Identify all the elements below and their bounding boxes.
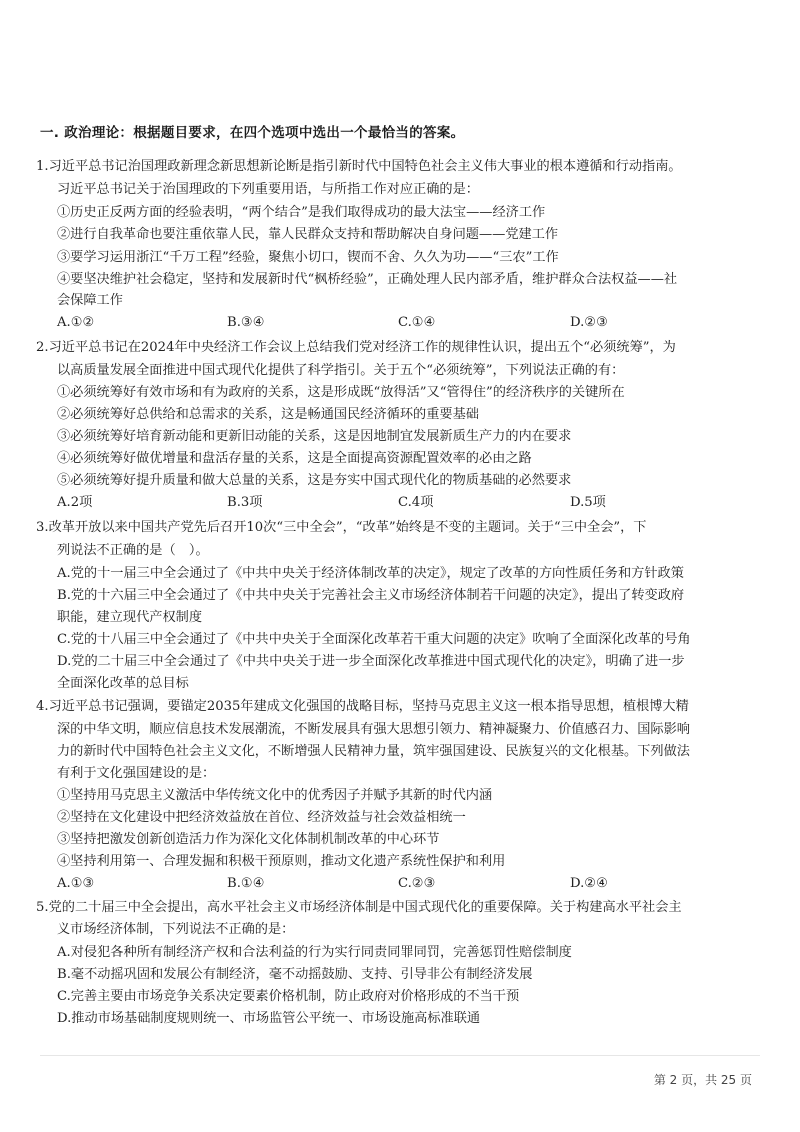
q3-line-2: 列说法不正确的是（ ）。 bbox=[57, 543, 209, 558]
q3-option-d-line-2[interactable]: 全面深化改革的总目标 bbox=[57, 676, 189, 691]
q3-option-b-line-1[interactable]: B.党的十六届三中全会通过了《中共中央关于完善社会主义市场经济体制若干问题的决定》，提出了转变政府 bbox=[57, 588, 685, 603]
q3-line-1: 3.改革开放以来中国共产党先后召开10次“三中全会”，“改革”始终是不变的主题词。关于“三中全会”，下 bbox=[36, 520, 647, 535]
q1-line-7: 会保障工作 bbox=[57, 293, 123, 308]
q4-option-c[interactable]: C.②③ bbox=[398, 876, 436, 891]
q5-option-a[interactable]: A.对侵犯各种所有制经济产权和合法利益的行为实行同责同罪同罚，完善惩罚性赔偿制度 bbox=[57, 945, 572, 960]
q4-option-d[interactable]: D.②④ bbox=[570, 876, 608, 891]
q2-line-5: ③必须统筹好培育新动能和更新旧动能的关系，这是因地制宜发展新质生产力的内在要求 bbox=[57, 429, 572, 444]
q5-option-d[interactable]: D.推动市场基础制度规则统一、市场监管公平统一、市场设施高标准联通 bbox=[57, 1011, 481, 1026]
q4-line-3: 力的新时代中国特色社会主义文化，不断增强人民精神力量，筑牢强国建设、民族复兴的文化根基。下列做法 bbox=[57, 744, 690, 759]
q2-line-1: 2.习近平总书记在2024年中央经济工作会议上总结我们党对经济工作的规律性认识，提出五个“必须统筹”，为 bbox=[36, 340, 676, 355]
q1-option-d[interactable]: D.②③ bbox=[570, 315, 608, 330]
q4-line-1: 4.习近平总书记强调，要锚定2035年建成文化强国的战略目标，坚持马克思主义这一根本指导思想，植根博大精 bbox=[36, 699, 689, 714]
q3-option-d-line-1[interactable]: D.党的二十届三中全会通过了《中共中央关于进一步全面深化改革推进中国式现代化的决定》，明确了进一步 bbox=[57, 654, 685, 669]
q5-option-c[interactable]: C.完善主要由市场竞争关系决定要素价格机制，防止政府对价格形成的不当干预 bbox=[57, 989, 520, 1004]
q4-option-b[interactable]: B.①④ bbox=[227, 876, 265, 891]
q4-line-5: ①坚持用马克思主义激活中华传统文化中的优秀因子并赋予其新的时代内涵 bbox=[57, 788, 493, 803]
q4-line-4: 有利于文化强国建设的是： bbox=[57, 766, 216, 781]
footer-divider bbox=[40, 1055, 760, 1056]
q2-option-c[interactable]: C.4项 bbox=[398, 495, 434, 510]
q1-line-1: 1.习近平总书记治国理政新理念新思想新论断是指引新时代中国特色社会主义伟大事业的根本遵循和行动指南。 bbox=[36, 159, 682, 174]
q2-line-7: ⑤必须统筹好提升质量和做大总量的关系，这是夯实中国式现代化的物质基础的必然要求 bbox=[57, 473, 572, 488]
q3-option-b-line-2[interactable]: 职能，建立现代产权制度 bbox=[57, 610, 203, 625]
q2-options bbox=[57, 494, 757, 512]
q2-option-a[interactable]: A.2项 bbox=[57, 495, 93, 510]
q2-line-4: ②必须统筹好总供给和总需求的关系，这是畅通国民经济循环的重要基础 bbox=[57, 407, 479, 422]
q1-line-5: ③要学习运用浙江“千万工程”经验，聚焦小切口，锲而不舍、久久为功——“三农”工作 bbox=[57, 250, 559, 265]
q2-option-d[interactable]: D.5项 bbox=[570, 495, 606, 510]
q1-option-c[interactable]: C.①④ bbox=[398, 315, 436, 330]
q2-line-6: ④必须统筹好做优增量和盘活存量的关系，这是全面提高资源配置效率的必由之路 bbox=[57, 451, 532, 466]
q2-option-b[interactable]: B.3项 bbox=[227, 495, 263, 510]
q4-option-a[interactable]: A.①③ bbox=[57, 876, 95, 891]
q3-option-a[interactable]: A.党的十一届三中全会通过了《中共中央关于经济体制改革的决定》，规定了改革的方向性质任务和方针政策 bbox=[57, 566, 684, 581]
q1-line-3: ①历史正反两方面的经验表明，“两个结合”是我们取得成功的最大法宝——经济工作 bbox=[57, 205, 546, 220]
q4-line-2: 深的中华文明，顺应信息技术发展潮流，不断发展具有强大思想引领力、精神凝聚力、价值感召力、国际影响 bbox=[57, 722, 690, 737]
q4-options bbox=[57, 875, 757, 893]
q1-line-2: 习近平总书记关于治国理政的下列重要用语，与所指工作对应正确的是： bbox=[57, 182, 479, 197]
q2-line-2: 以高质量发展全面推进中国式现代化提供了科学指引。关于五个“必须统筹”，下列说法正确的有： bbox=[57, 363, 625, 378]
q1-option-a[interactable]: A.①② bbox=[57, 315, 95, 330]
q2-line-3: ①必须统筹好有效市场和有为政府的关系，这是形成既“放得活”又“管得住”的经济秩序的关键所在 bbox=[57, 385, 625, 400]
q1-options bbox=[57, 314, 757, 332]
q5-option-b[interactable]: B.毫不动摇巩固和发展公有制经济，毫不动摇鼓励、支持、引导非公有制经济发展 bbox=[57, 967, 533, 982]
q5-line-1: 5.党的二十届三中全会提出，高水平社会主义市场经济体制是中国式现代化的重要保障。关于构建高水平社会主 bbox=[36, 900, 682, 915]
q4-line-6: ②坚持在文化建设中把经济效益放在首位、经济效益与社会效益相统一 bbox=[57, 810, 466, 825]
section-title: 一. 政治理论：根据题目要求，在四个选项中选出一个最恰当的答案。 bbox=[40, 125, 465, 141]
q4-line-7: ③坚持把激发创新创造活力作为深化文化体制机制改革的中心环节 bbox=[57, 832, 440, 847]
q5-line-2: 义市场经济体制，下列说法不正确的是： bbox=[57, 922, 295, 937]
q4-line-8: ④坚持利用第一、合理发掘和积极干预原则，推动文化遗产系统性保护和利用 bbox=[57, 854, 506, 869]
q1-line-6: ④要坚决维护社会稳定，坚持和发展新时代“枫桥经验”，正确处理人民内部矛盾，维护群众合法权益——社 bbox=[57, 272, 678, 287]
page-number: 第 2 页，共 25 页 bbox=[653, 1073, 752, 1087]
q3-option-c[interactable]: C.党的十八届三中全会通过了《中共中央关于全面深化改革若干重大问题的决定》吹响了全面深化改革的号角 bbox=[57, 632, 691, 647]
q1-option-b[interactable]: B.③④ bbox=[227, 315, 265, 330]
q1-line-4: ②进行自我革命也要注重依靠人民，靠人民群众支持和帮助解决自身问题——党建工作 bbox=[57, 227, 559, 242]
